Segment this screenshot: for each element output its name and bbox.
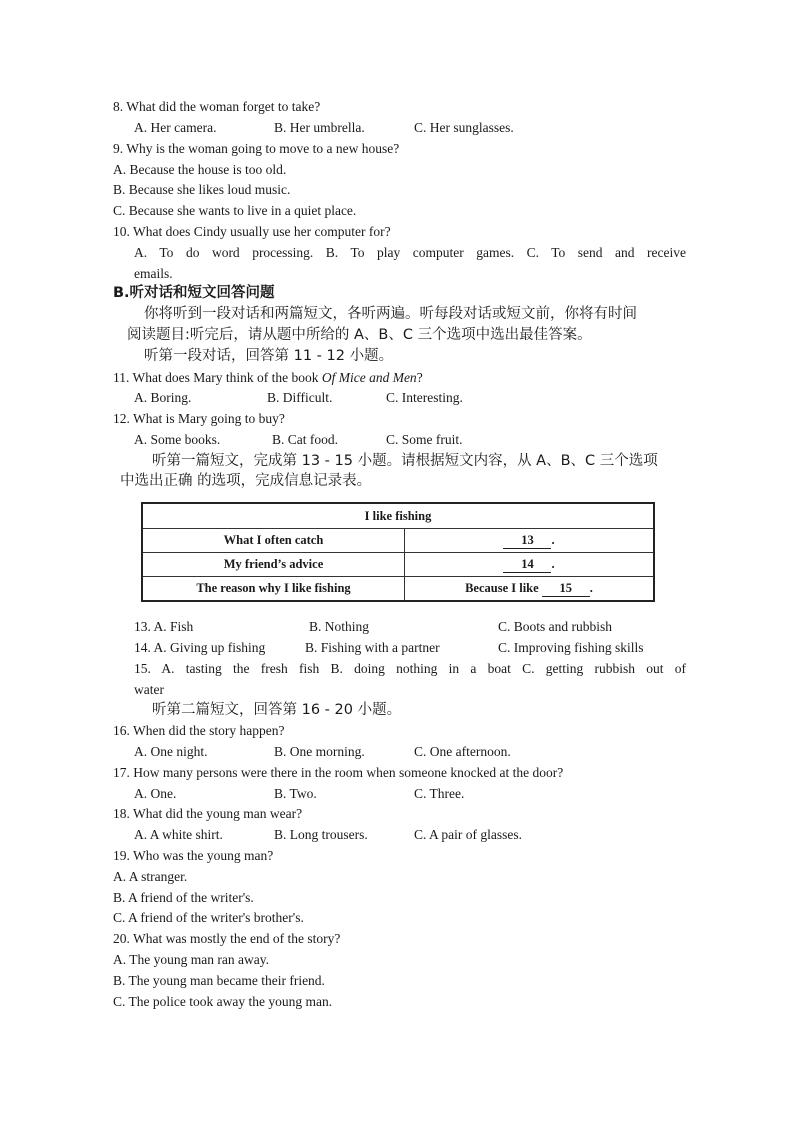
- q13-option-a: 13. A. Fish: [134, 619, 194, 634]
- table-row: [142, 553, 654, 577]
- answer-prefix: Because I like: [465, 580, 539, 595]
- q16-option-a: A. One night.: [134, 744, 208, 759]
- question-12: 12. What is Mary going to buy?: [113, 411, 285, 426]
- dialog-instruction: 听第一段对话，回答第 11 - 12 小题。: [144, 348, 394, 364]
- q15-options-cont: water: [134, 682, 164, 697]
- answer-blank-13[interactable]: 13: [503, 533, 551, 549]
- question-8: 8. What did the woman forget to take?: [113, 99, 321, 114]
- q9-option-b: B. Because she likes loud music.: [113, 182, 291, 197]
- section-b-title: B.听对话和短文回答问题: [113, 285, 275, 301]
- q12-option-a: A. Some books.: [134, 432, 221, 447]
- q9-option-a: A. Because the house is too old.: [113, 162, 287, 177]
- q8-option-c: C. Her sunglasses.: [414, 120, 514, 135]
- q19-option-a: A. A stranger.: [113, 869, 188, 884]
- q19-option-b: B. A friend of the writer's.: [113, 890, 254, 905]
- row-label: What I often catch: [142, 529, 405, 553]
- q20-option-b: B. The young man became their friend.: [113, 973, 325, 988]
- q12-option-c: C. Some fruit.: [386, 432, 463, 447]
- q19-option-c: C. A friend of the writer's brother's.: [113, 910, 304, 925]
- question-18: 18. What did the young man wear?: [113, 806, 303, 821]
- q11-option-b: B. Difficult.: [267, 390, 333, 405]
- table-row: [142, 577, 654, 602]
- q11-suffix: ?: [416, 370, 423, 385]
- q20-option-a: A. The young man ran away.: [113, 952, 269, 967]
- q8-option-a: A. Her camera.: [134, 120, 217, 135]
- q18-option-c: C. A pair of glasses.: [414, 827, 522, 842]
- q14-option-c: C. Improving fishing skills: [498, 640, 644, 655]
- row-label: My friend’s advice: [142, 553, 405, 577]
- q14-option-a: 14. A. Giving up fishing: [134, 640, 266, 655]
- q13-option-b: B. Nothing: [309, 619, 370, 634]
- info-record-table: [141, 502, 655, 602]
- q17-option-a: A. One.: [134, 786, 177, 801]
- q11-option-c: C. Interesting.: [386, 390, 463, 405]
- question-11: [113, 369, 423, 387]
- passage1-instruction-2: 中选出正确 的选项，完成信息记录表。: [120, 473, 372, 489]
- question-9: 9. Why is the woman going to move to a new house?: [113, 141, 400, 156]
- question-20: 20. What was mostly the end of the story?: [113, 931, 341, 946]
- q10-options: A. To do word processing. B. To play computer games. C. To send and receive: [134, 245, 686, 260]
- section-b-intro-2: 阅读题目:听完后，请从题中所给的 A、B、C 三个选项中选出最佳答案。: [127, 327, 592, 343]
- row-label: The reason why I like fishing: [142, 577, 405, 602]
- answer-blank-14[interactable]: 14: [503, 557, 551, 573]
- table-title: I like fishing: [142, 503, 654, 529]
- q17-option-c: C. Three.: [414, 786, 465, 801]
- q12-option-b: B. Cat food.: [272, 432, 338, 447]
- passage2-instruction: 听第二篇短文，回答第 16 - 20 小题。: [152, 702, 402, 718]
- question-16: 16. When did the story happen?: [113, 723, 285, 738]
- q16-option-b: B. One morning.: [274, 744, 365, 759]
- answer-blank-15[interactable]: 15: [542, 581, 590, 597]
- q14-option-b: B. Fishing with a partner: [305, 640, 440, 655]
- q10-options-cont: emails.: [134, 266, 173, 281]
- q17-option-b: B. Two.: [274, 786, 317, 801]
- q15-options: 15. A. tasting the fresh fish B. doing nothing in a boat C. getting rubbish out of: [134, 661, 686, 676]
- q8-option-b: B. Her umbrella.: [274, 120, 365, 135]
- row-answer-cell: 13 .: [405, 529, 655, 553]
- q18-option-a: A. A white shirt.: [134, 827, 223, 842]
- q9-option-c: C. Because she wants to live in a quiet place.: [113, 203, 357, 218]
- q16-option-c: C. One afternoon.: [414, 744, 511, 759]
- row-answer-cell: Because I like 15 .: [405, 577, 655, 602]
- q13-option-c: C. Boots and rubbish: [498, 619, 613, 634]
- q11-text: 11. What does Mary think of the book: [113, 370, 322, 385]
- q11-option-a: A. Boring.: [134, 390, 192, 405]
- book-title: Of Mice and Men: [321, 370, 417, 385]
- question-19: 19. Who was the young man?: [113, 848, 274, 863]
- passage1-instruction-1: 听第一篇短文，完成第 13 - 15 小题。请根据短文内容，从 A、B、C 三个选项: [152, 453, 658, 469]
- row-answer-cell: 14 .: [405, 553, 655, 577]
- table-row: [142, 529, 654, 553]
- question-10: 10. What does Cindy usually use her computer for?: [113, 224, 391, 239]
- section-b-intro-1: 你将听到一段对话和两篇短文，各听两遍。听每段对话或短文前，你将有时间: [144, 306, 637, 322]
- q18-option-b: B. Long trousers.: [274, 827, 368, 842]
- question-17: 17. How many persons were there in the room when someone knocked at the door?: [113, 765, 564, 780]
- q20-option-c: C. The police took away the young man.: [113, 994, 333, 1009]
